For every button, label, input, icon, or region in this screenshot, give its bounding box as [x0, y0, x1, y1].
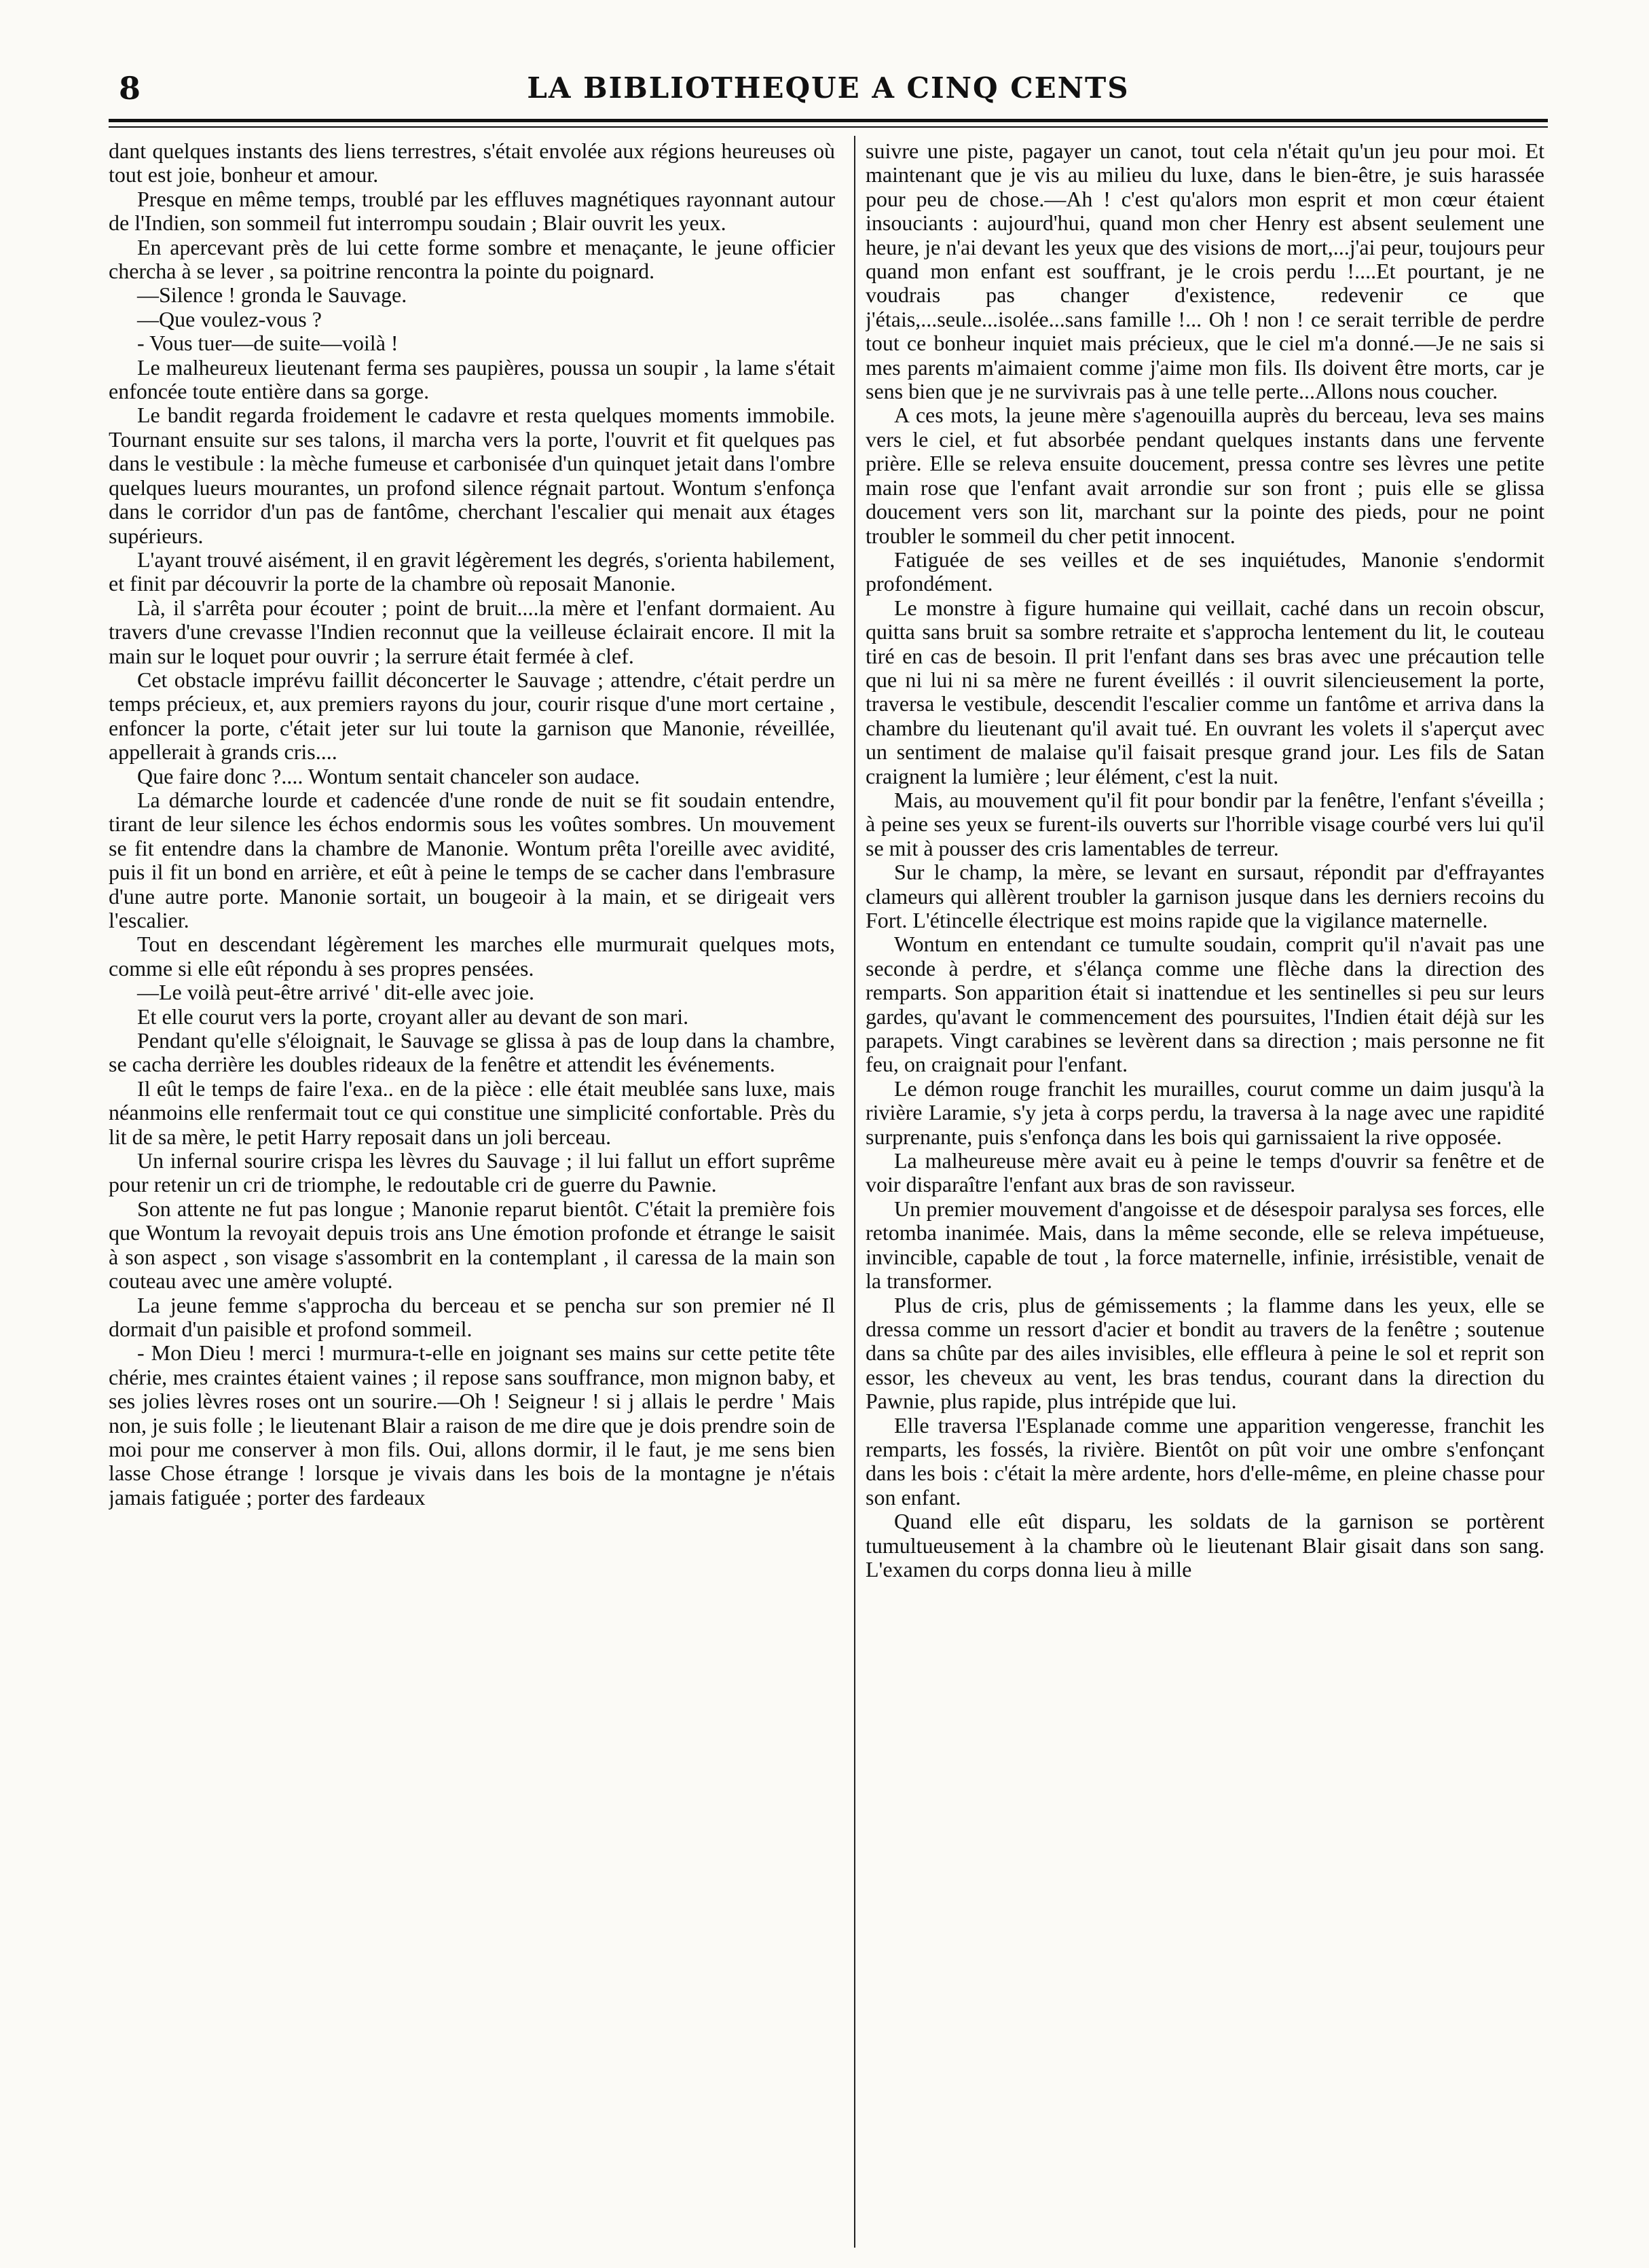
header-rule	[109, 119, 1548, 122]
paragraph: Le bandit regarda froidement le cadavre et resta quelques moments immobile. Tournant ensuite sur ses talons, il marcha vers la porte, l'ouvrit et fit quelques pas dans le vestibule : la mèche fumeuse et carbonisée d'un quinquet jetait dans l'ombre quelques lueurs mourantes, un profond silence régnait partout. Wontum s'enfonça dans le corridor d'un pas de fantôme, cherchant l'escalier qui menait aux étages supérieurs.	[109, 403, 835, 548]
paragraph: Le malheureux lieutenant ferma ses paupières, poussa un soupir , la lame s'était enfoncée toute entière dans sa gorge.	[109, 354, 835, 404]
header-rule-thin	[109, 126, 1548, 128]
paragraph: Presque en même temps, troublé par les effluves magnétiques rayonnant autour de l'Indien, son sommeil fut interrompu soudain ; Blair ouvrit les yeux.	[109, 186, 835, 236]
right-column	[866, 139, 1544, 2237]
paragraph: La jeune femme s'approcha du berceau et se pencha sur son premier né Il dormait d'un paisible et profond sommeil.	[109, 1292, 835, 1341]
paragraph: Un infernal sourire crispa les lèvres du Sauvage ; il lui fallut un effort suprême pour retenir un cri de triomphe, le redoutable cri de guerre du Pawnie.	[109, 1148, 835, 1197]
paragraph: Quand elle eût disparu, les soldats de la garnison se portèrent tumultueusement à la chambre où le lieutenant Blair gisait dans son sang. L'examen du corps donna lieu à mille	[866, 1509, 1544, 1581]
paragraph: L'ayant trouvé aisément, il en gravit légèrement les degrés, s'orienta habilement, et finit par découvrir la porte de la chambre où reposait Manonie.	[109, 547, 835, 596]
paragraph: Tout en descendant légèrement les marches elle murmurait quelques mots, comme si elle eût répondu à ses propres pensées.	[109, 932, 835, 981]
paragraph: Et elle courut vers la porte, croyant aller au devant de son mari.	[137, 1004, 689, 1029]
paragraph: dant quelques instants des liens terrestres, s'était envolée aux régions heureuses où tout est joie, bonheur et amour.	[109, 139, 835, 187]
running-title: LA BIBLIOTHEQUE A CINQ CENTS	[527, 71, 1130, 105]
paragraph: Wontum en entendant ce tumulte soudain, comprit qu'il n'avait pas une seconde à perdre, et s'élança comme une flèche dans la direction des remparts. Son apparition était si inattendue et les sentinelles si peu sur leurs gardes, qu'avant le commencement des poursuites, l'Indien était déjà sur les parapets. Vingt carabines se levèrent dans sa direction ; mais personne ne fit feu, on craignait pour l'enfant.	[866, 932, 1544, 1077]
paragraph: Plus de cris, plus de gémissements ; la flamme dans les yeux, elle se dressa comme un ressort d'acier et bondit au travers de la fenêtre ; soutenue dans sa chûte par des ailes invisibles, elle effleura à peine le sol et reprit son essor, les cheveux au vent, les bras tendus, courant dans la direction du Pawnie, plus rapide, plus intrépide que lui.	[866, 1292, 1544, 1414]
paragraph: Un premier mouvement d'angoisse et de désespoir paralysa ses forces, elle retomba inanimée. Mais, dans la même seconde, elle se releva impétueuse, invincible, capable de tout , la force maternelle, infinie, irrésistible, venait de la transformer.	[866, 1196, 1544, 1294]
column-divider	[854, 136, 855, 2248]
paragraph: Que faire donc ?.... Wontum sentait chanceler son audace.	[137, 763, 640, 788]
left-column	[109, 139, 835, 2237]
paragraph: Elle traversa l'Esplanade comme une apparition vengeresse, franchit les remparts, les fossés, la rivière. Bientôt on pût voir une ombre s'enfonçant dans les bois : c'était la mère ardente, hors d'elle-même, en pleine chasse pour son enfant.	[866, 1412, 1544, 1510]
paragraph: - Mon Dieu ! merci ! murmura-t-elle en joignant ses mains sur cette petite tête chérie, mes craintes étaient vaines ; il repose sans souffrance, mon mignon baby, et ses jolies lèvres roses ont un sourire.—Oh ! Seigneur ! si j allais le perdre ' Mais non, je suis folle ; le lieutenant Blair a raison de me dire que je dois prendre soin de moi pour me conserver à mon fils. Oui, allons dormir, il le faut, je me sens bien lasse Chose étrange ! lorsque je vivais dans les bois de la montagne je n'étais jamais fatiguée ; porter des fardeaux	[109, 1340, 835, 1510]
paragraph: —Le voilà peut-être arrivé ' dit-elle avec joie.	[137, 980, 535, 1005]
paragraph: —Que voulez-vous ?	[137, 306, 322, 331]
paragraph: Il eût le temps de faire l'exa.. en de la pièce : elle était meublée sans luxe, mais néanmoins elle renfermait tout ce qui constitue une simplicité confortable. Près du lit de sa mère, le petit Harry reposait dans un joli berceau.	[109, 1076, 835, 1149]
paragraph: Sur le champ, la mère, se levant en sursaut, répondit par d'effrayantes clameurs qui allèrent troubler la garnison jusque dans les derniers recoins du Fort. L'étincelle électrique est moins rapide que la vigilance maternelle.	[866, 860, 1544, 932]
paragraph: Son attente ne fut pas longue ; Manonie reparut bientôt. C'était la première fois que Wontum la revoyait depuis trois ans Une émotion profonde et étrange le saisit à son aspect , son visage s'assombrit en la contemplant , il caressa de la main son couteau avec une amère volupté.	[109, 1196, 835, 1294]
paragraph: - Vous tuer—de suite—voilà !	[137, 331, 399, 356]
paragraph: —Silence ! gronda le Sauvage.	[137, 282, 407, 308]
paragraph: Le démon rouge franchit les murailles, courut comme un daim jusqu'à la rivière Laramie, s'y jeta à corps perdu, la traversa à la nage avec une rapidité surprenante, puis s'enfonça dans les bois qui garnissaient la rive opposée.	[866, 1076, 1544, 1149]
paragraph: La malheureuse mère avait eu à peine le temps d'ouvrir sa fenêtre et de voir disparaître l'enfant aux bras de son ravisseur.	[866, 1148, 1544, 1197]
paragraph: En apercevant près de lui cette forme sombre et menaçante, le jeune officier chercha à se lever , sa poitrine rencontra la pointe du poignard.	[109, 234, 835, 284]
page-number: 8	[119, 70, 141, 107]
paragraph: A ces mots, la jeune mère s'agenouilla auprès du berceau, leva ses mains vers le ciel, et fut absorbée pendant quelques instants dans une fervente prière. Elle se releva ensuite doucement, pressa contre ses lèvres une petite main rose que l'enfant avait arrondie sur son front ; puis elle se glissa doucement vers son lit, marchant sur la pointe des pieds, pour ne point troubler le sommeil du cher petit innocent.	[866, 403, 1544, 548]
paragraph: Mais, au mouvement qu'il fit pour bondir par la fenêtre, l'enfant s'éveilla ; à peine ses yeux se furent-ils ouverts sur l'horrible visage courbé vers lui qu'il se mit à pousser des cris lamentables de terreur.	[866, 787, 1544, 860]
paragraph: La démarche lourde et cadencée d'une ronde de nuit se fit soudain entendre, tirant de leur silence les échos endormis sous les voûtes sombres. Un mouvement se fit entendre dans la chambre de Manonie. Wontum prêta l'oreille avec avidité, puis il fit un bond en arrière, et eût à peine le temps de se cacher dans l'embrasure d'une autre porte. Manonie sortait, un bougeoir à la main, et se dirigeait vers l'escalier.	[109, 787, 835, 932]
paragraph: Cet obstacle imprévu faillit déconcerter le Sauvage ; attendre, c'était perdre un temps précieux, et, aux premiers rayons du jour, courir risque d'une mort certaine , enfoncer la porte, c'était jeter sur lui toute la garnison que Manonie, réveillée, appellerait à grands cris....	[109, 667, 835, 765]
paragraph: Le monstre à figure humaine qui veillait, caché dans un recoin obscur, quitta sans bruit sa sombre retraite et s'approcha lentement du lit, le couteau tiré en cas de besoin. Il prit l'enfant dans ses bras avec une précaution telle que ni lui ni sa mère ne furent éveillés : il ouvrit silencieusement la porte, traversa le vestibule, descendit l'escalier comme un fantôme et arriva dans la chambre du lieutenant qu'il avait tué. En ouvrant les volets il s'aperçut avec un sentiment de malaise qu'il faisait presque grand jour. Les fils de Satan craignent la lumière ; leur élément, c'est la nuit.	[866, 595, 1544, 788]
paragraph: suivre une piste, pagayer un canot, tout cela n'était qu'un jeu pour moi. Et maintenant que je vis au milieu du luxe, dans le bien-être, je suis harassée pour peu de chose.—Ah ! c'est qu'alors mon esprit et mon cœur étaient insouciants : aujourd'hui, quand mon cher Henry est absent seulement une heure, je n'ai devant les yeux que des visions de mort,...j'ai peur, toujours peur quand mon enfant est souffrant, je le crois perdu !....Et pourtant, je ne voudrais pas changer d'existence, redevenir ce que j'étais,...seule...isolée...sans famille !... Oh ! non ! ce serait terrible de perdre tout ce bonheur inquiet mais précieux, que le ciel m'a donné.—Je ne sais si mes parents m'aimaient comme j'aime mon fils. Ils doivent être morts, car je sens bien que je ne survivrais pas à une telle perte...Allons nous coucher.	[866, 139, 1544, 404]
paragraph: Fatiguée de ses veilles et de ses inquiétudes, Manonie s'endormit profondément.	[866, 547, 1544, 596]
page-header	[109, 65, 1548, 112]
paragraph: Là, il s'arrêta pour écouter ; point de bruit....la mère et l'enfant dormaient. Au travers d'une crevasse l'Indien reconnut que la veilleuse éclairait encore. Il mit la main sur le loquet pour ouvrir ; la serrure était fermée à clef.	[109, 595, 835, 668]
paragraph: Pendant qu'elle s'éloignait, le Sauvage se glissa à pas de loup dans la chambre, se cacha derrière les doubles rideaux de la fenêtre et attendit les événements.	[109, 1028, 835, 1077]
